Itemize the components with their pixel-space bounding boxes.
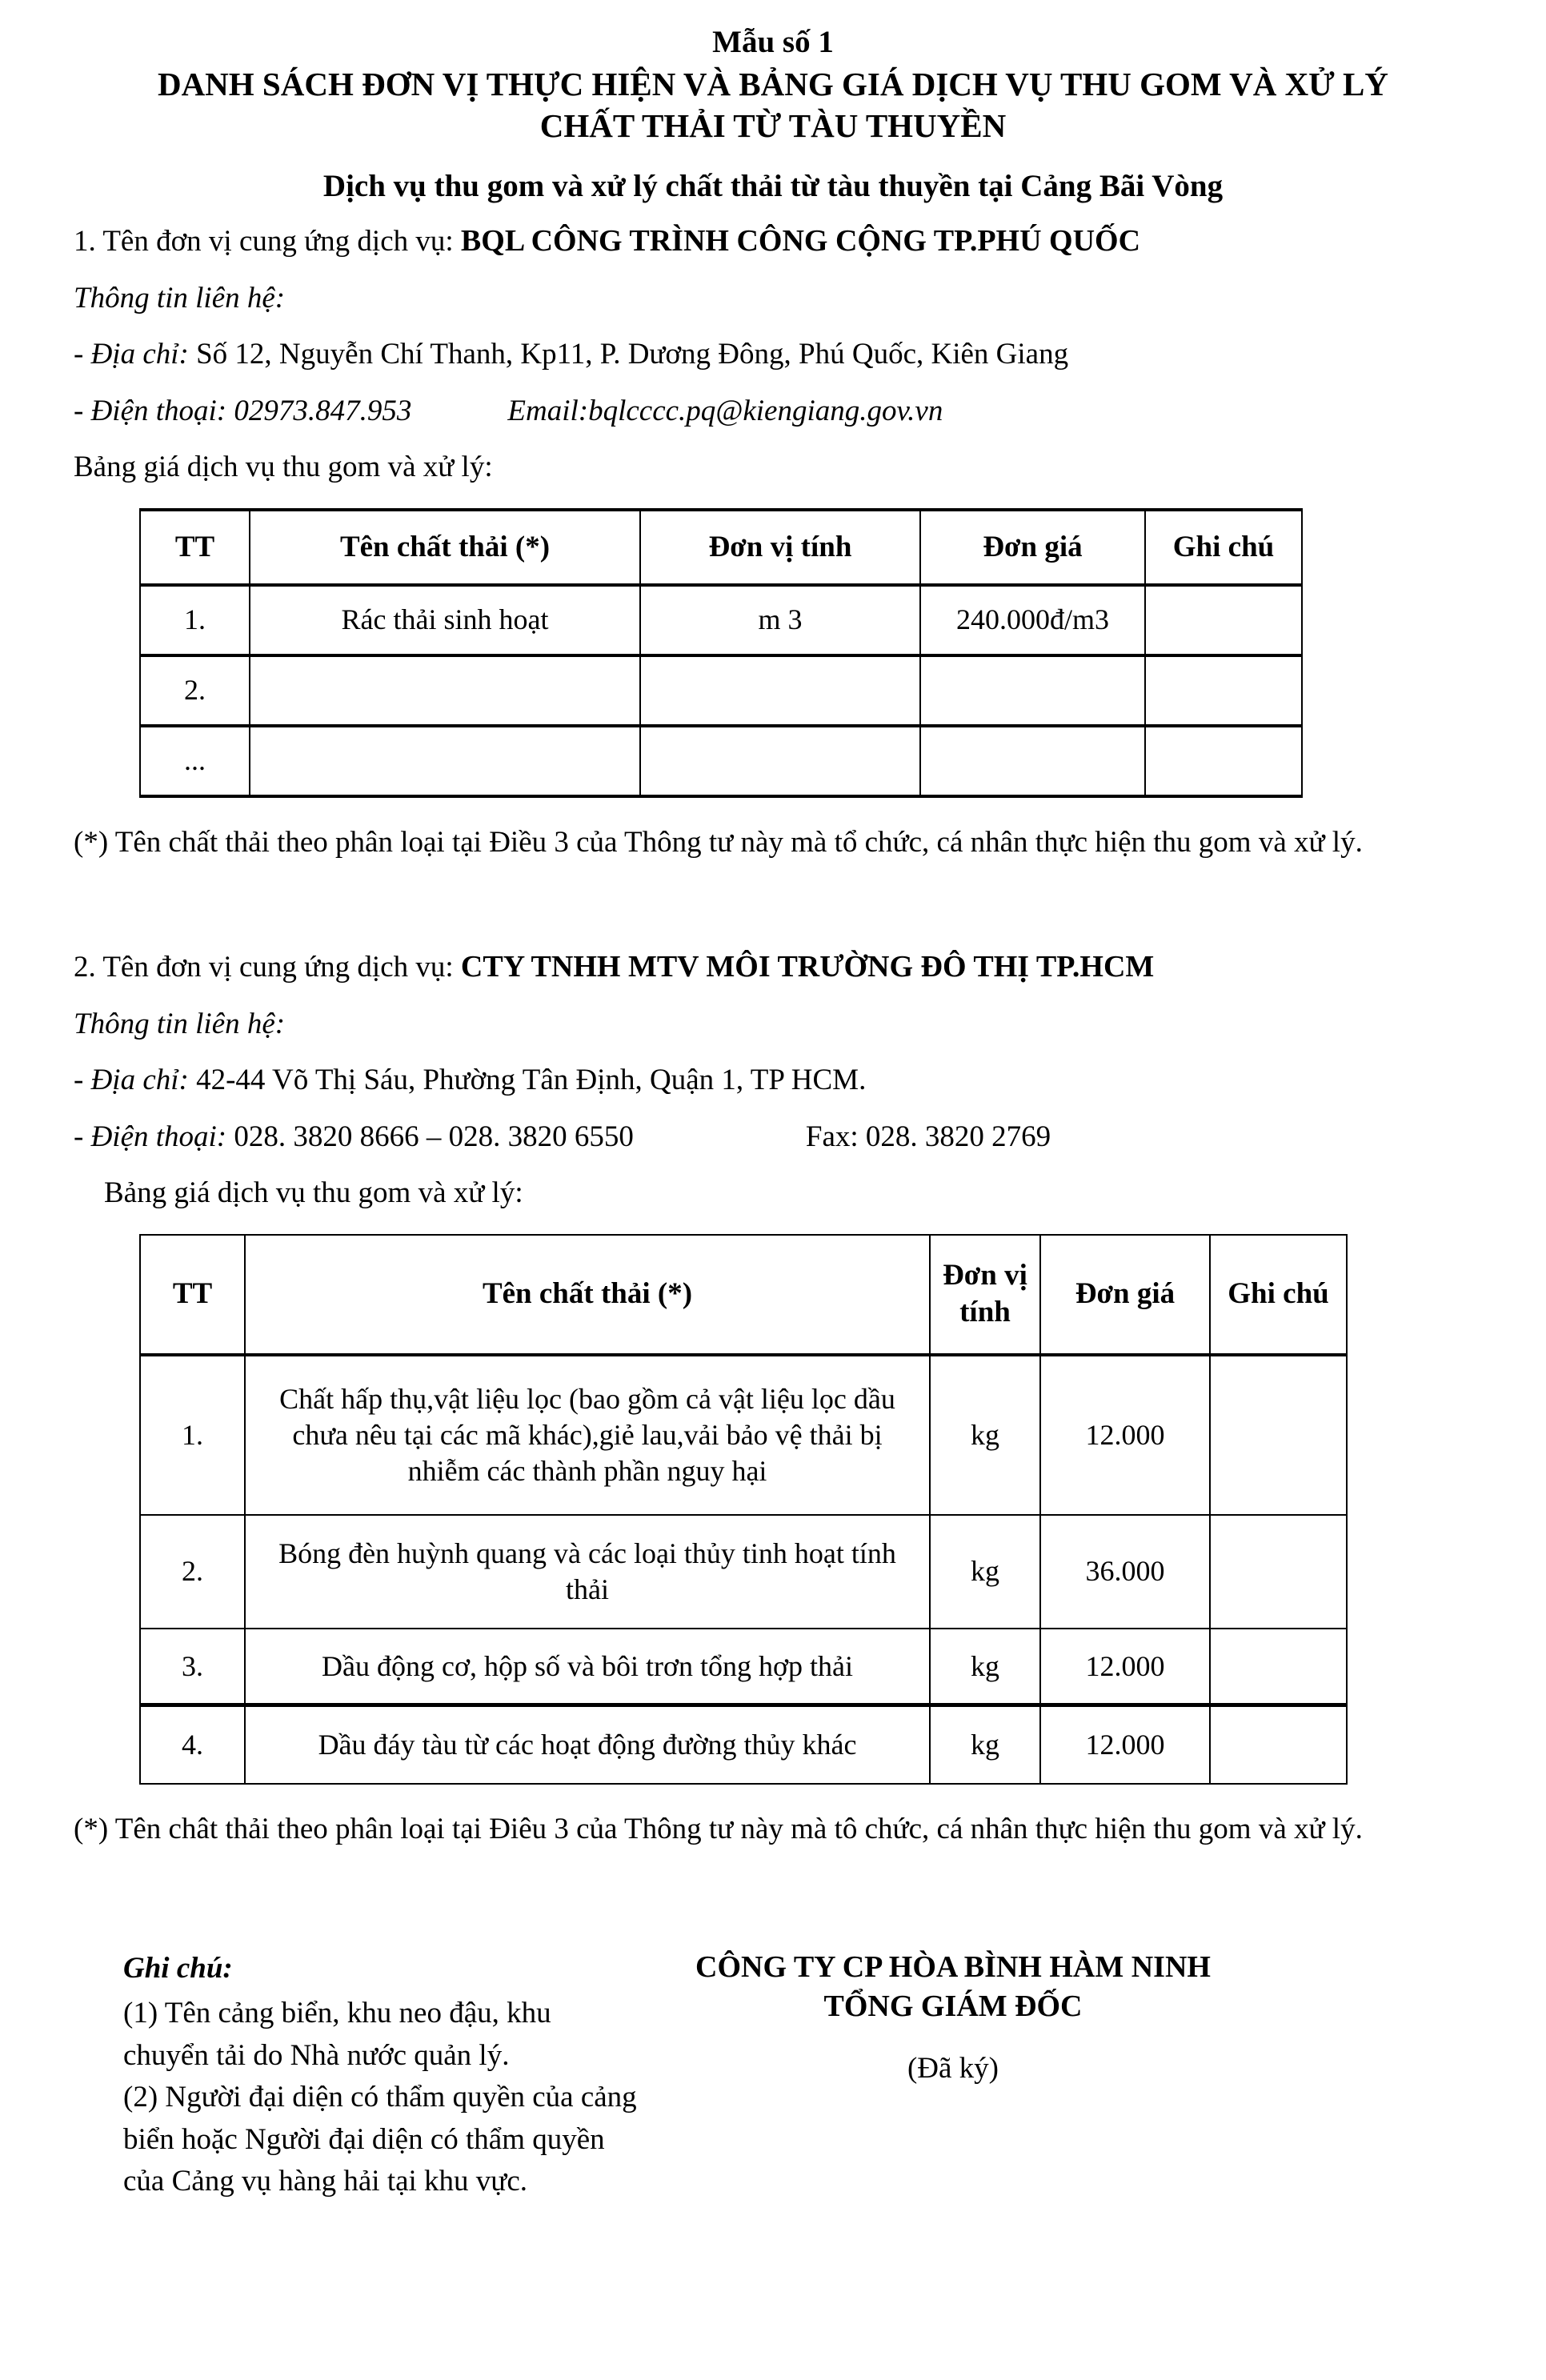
table2-r4-tt: 4. bbox=[140, 1705, 245, 1784]
section1-phone-label: - Điện thoại: bbox=[74, 394, 234, 427]
table2-r4-unit: kg bbox=[930, 1705, 1040, 1784]
signature-title: TỔNG GIÁM ĐỐC bbox=[823, 1989, 1083, 2024]
section-1 bbox=[74, 221, 1472, 863]
section2-unit-name: CTY TNHH MTV MÔI TRƯỜNG ĐÔ THỊ TP.HCM bbox=[460, 949, 1155, 984]
section2-phone-label: - Điện thoại: bbox=[74, 1120, 234, 1153]
table2-r1-unit: kg bbox=[930, 1355, 1040, 1515]
table2-row-1 bbox=[140, 1355, 1347, 1515]
table2-r3-unit: kg bbox=[930, 1629, 1040, 1705]
table1-r1-waste-name: Rác thải sinh hoạt bbox=[250, 585, 640, 655]
table2-r2-unit: kg bbox=[930, 1515, 1040, 1629]
table1-r1-price: 240.000đ/m3 bbox=[920, 585, 1145, 655]
table2-r2-waste-name: Bóng đèn huỳnh quang và các loại thủy tinh hoạt tính thải bbox=[245, 1515, 930, 1629]
section2-phone-value: 028. 3820 8666 – 028. 3820 6550 bbox=[234, 1120, 634, 1153]
section2-address-line bbox=[74, 1060, 1472, 1100]
table2-r3-price: 12.000 bbox=[1040, 1629, 1210, 1705]
section-2 bbox=[74, 947, 1472, 1850]
section1-address-label: - Địa chỉ: bbox=[74, 338, 197, 371]
section2-address-label: - Địa chỉ: bbox=[74, 1064, 197, 1097]
section1-footnote: (*) Tên chất thải theo phân loại tại Điều 3 của Thông tư này mà tổ chức, cá nhân thực hiện thu gom và xử lý. bbox=[74, 825, 1363, 859]
table2-r1-price: 12.000 bbox=[1040, 1355, 1210, 1515]
table2-r1-tt: 1. bbox=[140, 1355, 245, 1515]
table2-header-tt: TT bbox=[140, 1235, 245, 1355]
section1-phone-value: 02973.847.953 bbox=[234, 394, 412, 427]
table2-r3-tt: 3. bbox=[140, 1629, 245, 1705]
table1-header-waste-name: Tên chất thải (*) bbox=[250, 510, 640, 585]
section1-pricelist-heading: Bảng giá dịch vụ thu gom và xử lý: bbox=[74, 451, 493, 484]
price-table-1 bbox=[139, 508, 1303, 798]
section1-phone-line bbox=[74, 391, 1472, 431]
section2-address-value: 42-44 Võ Thị Sáu, Phường Tân Định, Quận 1, TP HCM. bbox=[196, 1064, 867, 1097]
table1-header-row bbox=[140, 510, 1302, 585]
section1-heading-label: 1. Tên đơn vị cung ứng dịch vụ: bbox=[74, 224, 461, 258]
table1-r1-tt: 1. bbox=[140, 585, 250, 655]
table1-r2-waste-name bbox=[250, 655, 640, 726]
table1-r1-unit: m 3 bbox=[640, 585, 920, 655]
section1-address-line bbox=[74, 335, 1472, 375]
section2-phone-line bbox=[74, 1117, 1472, 1157]
table1-header-note: Ghi chú bbox=[1145, 510, 1302, 585]
table2-r4-note bbox=[1210, 1705, 1347, 1784]
bottom-block bbox=[74, 1948, 1472, 2203]
notes-heading: Ghi chú: bbox=[123, 1951, 233, 1985]
section2-fax-value: Fax: 028. 3820 2769 bbox=[805, 1120, 1051, 1153]
notes-block bbox=[123, 1948, 642, 2203]
document-title-line2: CHẤT THẢI TỪ TÀU THUYỀN bbox=[539, 107, 1007, 145]
table2-r3-note bbox=[1210, 1629, 1347, 1705]
section1-address-value: Số 12, Nguyễn Chí Thanh, Kp11, P. Dương Đông, Phú Quốc, Kiên Giang bbox=[196, 338, 1069, 371]
document-subtitle: Dịch vụ thu gom và xử lý chất thải từ tàu thuyền tại Cảng Bãi Vòng bbox=[322, 168, 1224, 203]
section2-footnote: (*) Tên chât thải theo phân loại tại Điêu 3 của Thông tư này mà tô chức, cá nhân thực hiện thu gom và xử lý. bbox=[74, 1812, 1363, 1845]
table1-header-unit: Đơn vị tính bbox=[640, 510, 920, 585]
document-title bbox=[74, 63, 1472, 147]
section1-email-value: Email:bqlcccc.pq@kiengiang.gov.vn bbox=[507, 394, 943, 427]
table1-r1-note bbox=[1145, 585, 1302, 655]
table1-r2-note bbox=[1145, 655, 1302, 726]
section2-pricelist-heading: Bảng giá dịch vụ thu gom và xử lý: bbox=[104, 1176, 523, 1210]
table1-r2-tt: 2. bbox=[140, 655, 250, 726]
table1-r2-unit bbox=[640, 655, 920, 726]
form-number: Mẫu số 1 bbox=[712, 25, 834, 59]
table2-r1-note bbox=[1210, 1355, 1347, 1515]
table1-header-tt: TT bbox=[140, 510, 250, 585]
price-table-2 bbox=[139, 1234, 1348, 1785]
table2-header-price: Đơn giá bbox=[1040, 1235, 1210, 1355]
table2-header-unit: Đơn vị tính bbox=[930, 1235, 1040, 1355]
table2-r2-note bbox=[1210, 1515, 1347, 1629]
section2-heading-label: 2. Tên đơn vị cung ứng dịch vụ: bbox=[74, 950, 461, 984]
table1-row-3 bbox=[140, 726, 1302, 796]
table2-r3-waste-name: Dầu động cơ, hộp số và bôi trơn tổng hợp thải bbox=[245, 1629, 930, 1705]
section1-unit-name: BQL CÔNG TRÌNH CÔNG CỘNG TP.PHÚ QUỐC bbox=[460, 223, 1141, 258]
signature-block bbox=[642, 1948, 1264, 2086]
table1-row-1 bbox=[140, 585, 1302, 655]
note-item-2: (2) Người đại diện có thẩm quyền của cảng biển hoặc Người đại diện có thẩm quyền của Cảng vụ hàng hải tại khu vực. bbox=[123, 2081, 637, 2198]
section1-heading bbox=[74, 221, 1472, 262]
table1-r3-note bbox=[1145, 726, 1302, 796]
section2-heading bbox=[74, 947, 1472, 988]
note-item-1: (1) Tên cảng biển, khu neo đậu, khu chuyển tải do Nhà nước quản lý. bbox=[123, 1997, 551, 2072]
signature-signed: (Đã ký) bbox=[907, 2051, 999, 2085]
document-header bbox=[74, 24, 1472, 204]
table1-r3-tt: ... bbox=[140, 726, 250, 796]
table1-r3-unit bbox=[640, 726, 920, 796]
signature-company: CÔNG TY CP HÒA BÌNH HÀM NINH bbox=[695, 1949, 1211, 1984]
document-title-line1: DANH SÁCH ĐƠN VỊ THỰC HIỆN VÀ BẢNG GIÁ DỊCH VỤ THU GOM VÀ XỬ LÝ bbox=[157, 65, 1389, 102]
table2-row-4 bbox=[140, 1705, 1347, 1784]
table1-r2-price bbox=[920, 655, 1145, 726]
table2-r4-waste-name: Dầu đáy tàu từ các hoạt động đường thủy khác bbox=[245, 1705, 930, 1784]
table1-row-2 bbox=[140, 655, 1302, 726]
table1-r3-waste-name bbox=[250, 726, 640, 796]
table1-header-price: Đơn giá bbox=[920, 510, 1145, 585]
table2-row-2 bbox=[140, 1515, 1347, 1629]
table2-r4-price: 12.000 bbox=[1040, 1705, 1210, 1784]
table2-header-note: Ghi chú bbox=[1210, 1235, 1347, 1355]
section1-contact-heading: Thông tin liên hệ: bbox=[74, 281, 286, 315]
table2-r2-price: 36.000 bbox=[1040, 1515, 1210, 1629]
table2-header-row bbox=[140, 1235, 1347, 1355]
table1-r3-price bbox=[920, 726, 1145, 796]
section2-contact-heading: Thông tin liên hệ: bbox=[74, 1007, 286, 1040]
table2-r1-waste-name: Chất hấp thụ,vật liệu lọc (bao gồm cả vật liệu lọc dầu chưa nêu tại các mã khác),giẻ lau,vải bảo vệ thải bị nhiễm các thành phần nguy hại bbox=[245, 1355, 930, 1515]
table2-r2-tt: 2. bbox=[140, 1515, 245, 1629]
table2-header-waste-name: Tên chất thải (*) bbox=[245, 1235, 930, 1355]
table2-row-3 bbox=[140, 1629, 1347, 1705]
